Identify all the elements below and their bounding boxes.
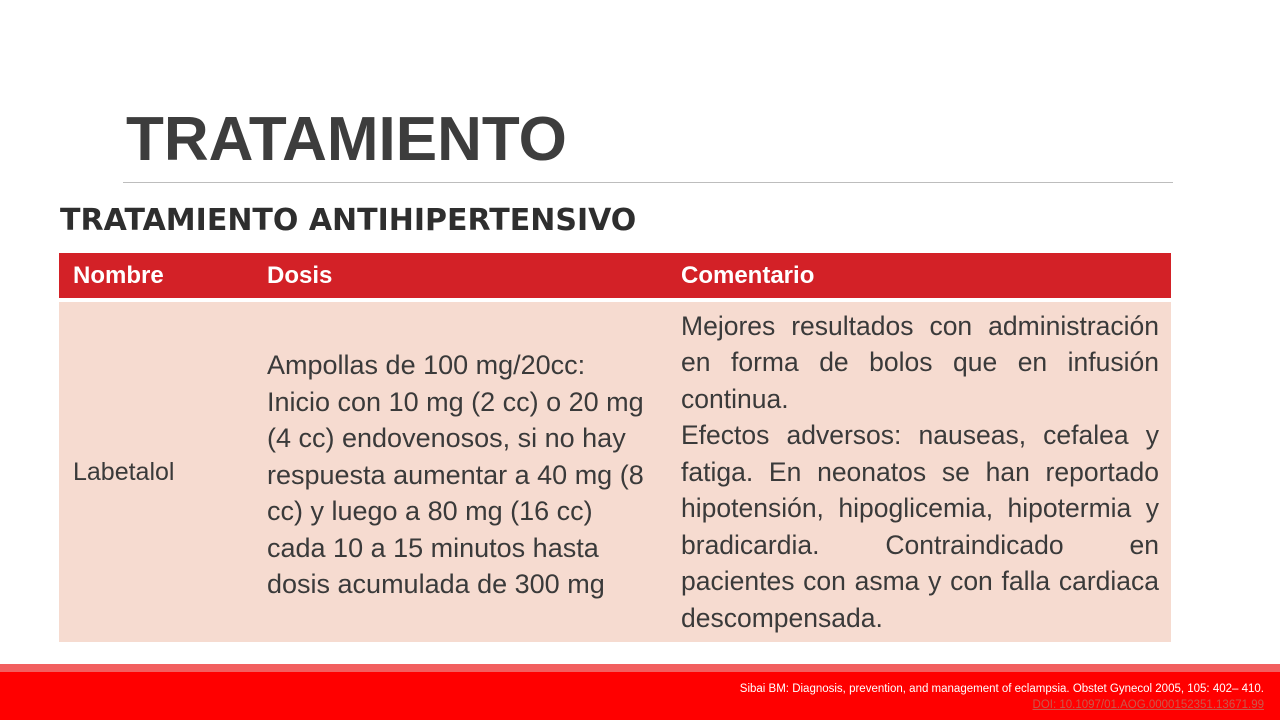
table-header-row [59, 253, 1171, 300]
header-nombre: Nombre [59, 253, 253, 300]
footer-accent-band [0, 664, 1280, 672]
section-subtitle: TRATAMIENTO ANTIHIPERTENSIVO [60, 203, 637, 238]
comment-paragraph-2: Efectos adversos: nauseas, cefalea y fatiga. En neonatos se han reportado hipotensión, hipoglicemia, hipotermia y bradicardia. Contraindicado en pacientes con asma y con falla cardiaca descompensada. [681, 420, 1159, 633]
drug-name-cell: Labetalol [73, 457, 175, 486]
doi-link[interactable]: DOI: 10.1097/01.AOG.0000152351.13671.99 [1032, 699, 1264, 711]
title-divider [123, 182, 1173, 183]
drug-comment-cell [667, 300, 1171, 642]
comment-paragraph-1: Mejores resultados con administración en forma de bolos que en infusión continua. [681, 310, 1159, 414]
slide-title: TRATAMIENTO [126, 105, 567, 174]
treatment-table [59, 253, 1171, 642]
table-row [59, 300, 1171, 642]
drug-dose-cell: Ampollas de 100 mg/20cc: Inicio con 10 mg (2 cc) o 20 mg (4 cc) endovenosos, si no hay respuesta aumentar a 40 mg (8 cc) y luego a 80 mg (16 cc) cada 10 a 15 minutos hasta dosis acumulada de 300 mg [267, 350, 644, 600]
header-dosis: Dosis [253, 253, 667, 300]
citation-text: Sibai BM: Diagnosis, prevention, and management of eclampsia. Obstet Gynecol 2005, 105: 402– 410. [739, 683, 1264, 695]
header-comentario: Comentario [667, 253, 1171, 300]
